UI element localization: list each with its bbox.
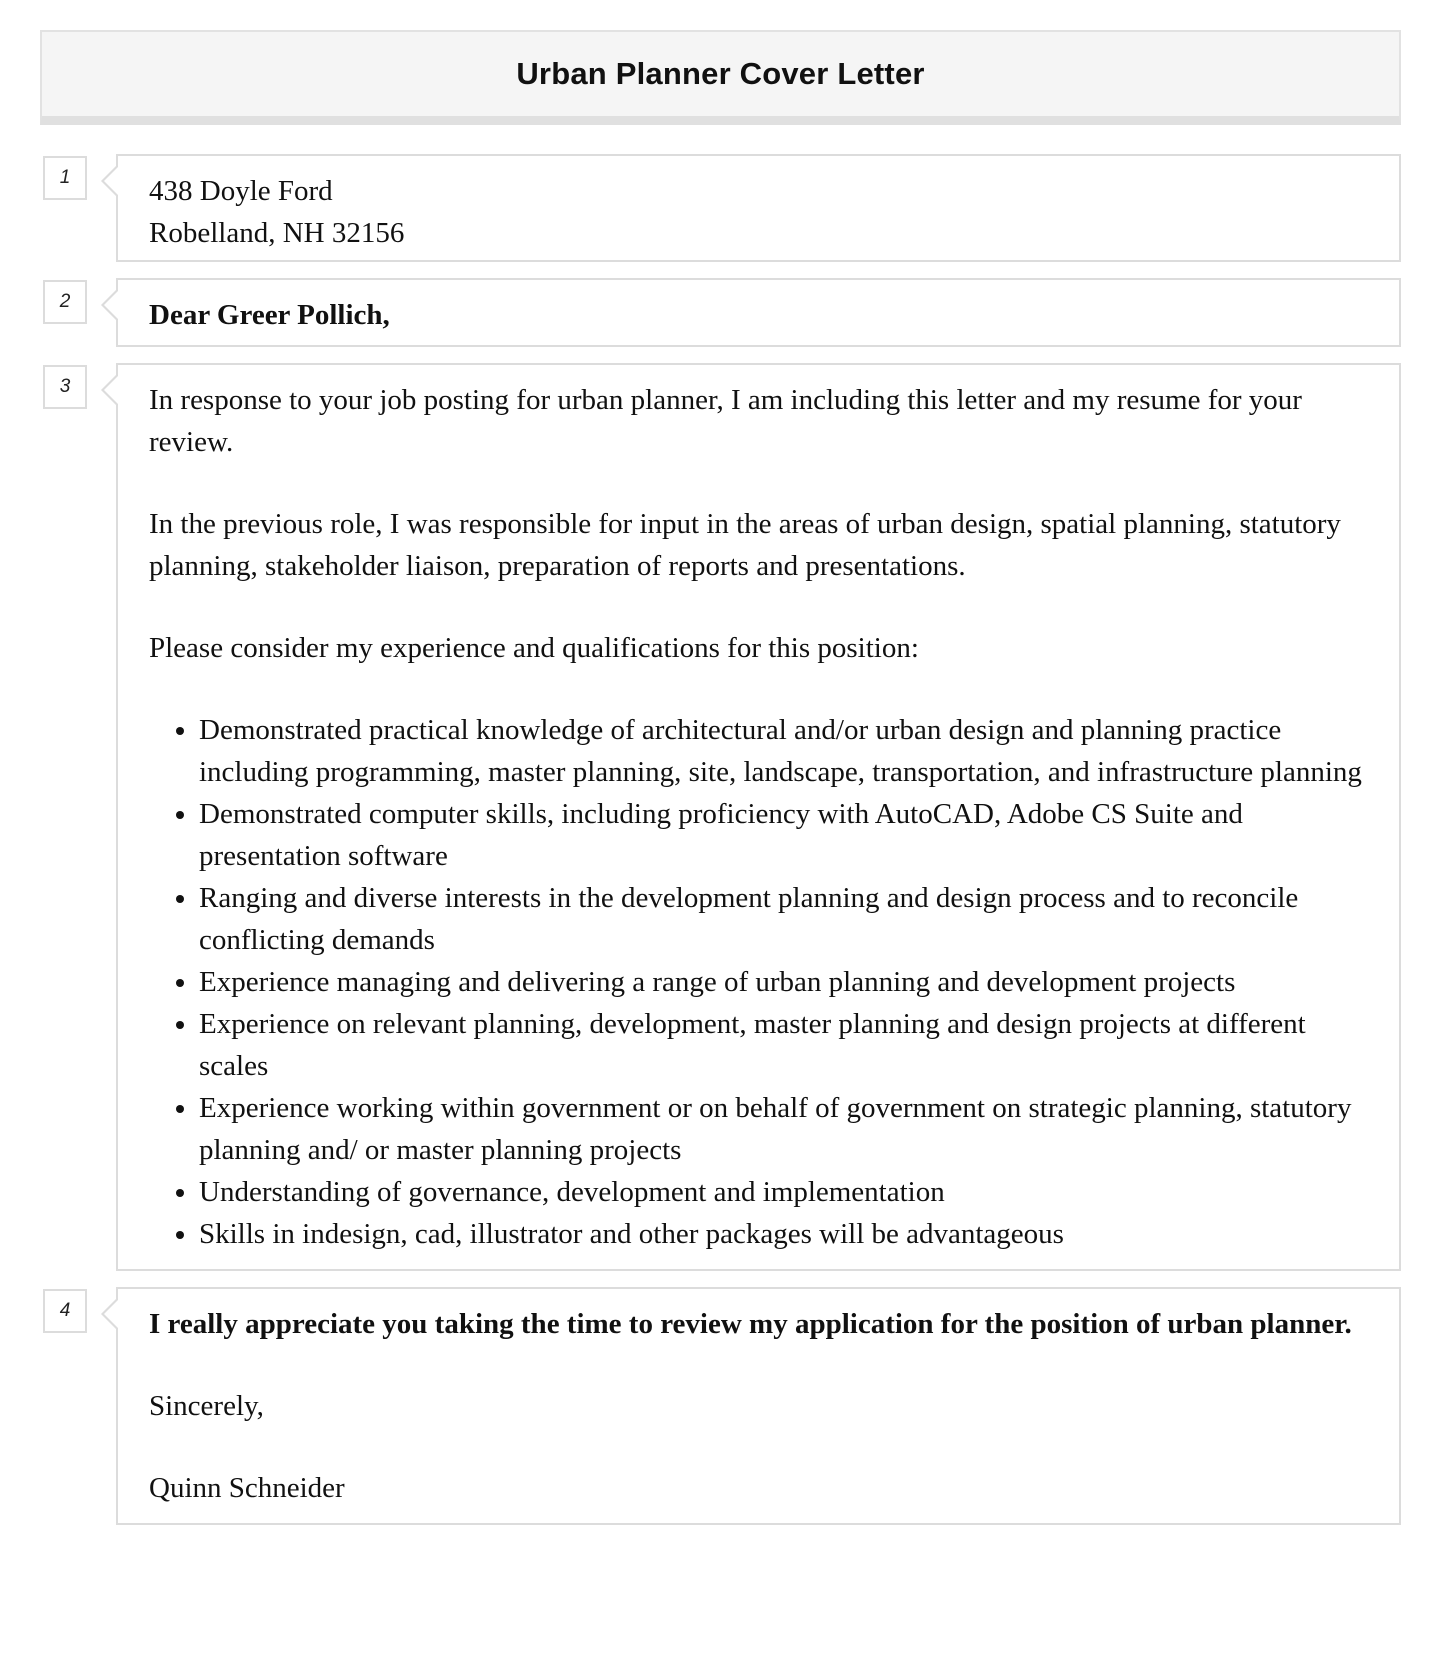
page-title: Urban Planner Cover Letter bbox=[516, 56, 925, 91]
greeting-card bbox=[116, 278, 1401, 347]
section-closing bbox=[40, 1287, 1401, 1525]
list-item: • Demonstrated computer skills, including proficiency with AutoCAD, Adobe CS Suite and presentation software bbox=[199, 793, 1368, 877]
section-number-badge: 4 bbox=[43, 1289, 87, 1333]
closing-card bbox=[116, 1287, 1401, 1525]
cover-letter-page bbox=[40, 30, 1401, 1525]
list-item: • Understanding of governance, development and implementation bbox=[199, 1171, 1368, 1213]
section-number-badge: 1 bbox=[43, 156, 87, 200]
closing-statement: I really appreciate you taking the time to review my application for the position of urban planner. bbox=[149, 1308, 1352, 1340]
address-line-1: 438 Doyle Ford bbox=[149, 175, 333, 207]
list-item: • Experience managing and delivering a range of urban planning and development projects bbox=[199, 961, 1368, 1003]
list-item: • Demonstrated practical knowledge of architectural and/or urban design and planning practice including programming, master planning, site, landscape, transportation, and infrastructure planning bbox=[199, 709, 1368, 793]
greeting: Dear Greer Pollich, bbox=[149, 299, 390, 331]
body-card bbox=[116, 363, 1401, 1271]
section-number-badge: 3 bbox=[43, 365, 87, 409]
list-item: • Experience working within government or on behalf of government on strategic planning, statutory planning and/ or master planning projects bbox=[199, 1087, 1368, 1171]
address-line-2: Robelland, NH 32156 bbox=[149, 217, 405, 249]
list-item: • Ranging and diverse interests in the development planning and design process and to reconcile conflicting demands bbox=[199, 877, 1368, 961]
signature-name: Quinn Schneider bbox=[149, 1472, 345, 1504]
qualifications-intro: Please consider my experience and qualifications for this position: bbox=[149, 632, 919, 664]
qualifications-list bbox=[149, 709, 1368, 1255]
section-body bbox=[40, 363, 1401, 1271]
signoff: Sincerely, bbox=[149, 1390, 264, 1422]
title-header bbox=[40, 30, 1401, 125]
address-card bbox=[116, 154, 1401, 262]
list-item: • Experience on relevant planning, development, master planning and design projects at different scales bbox=[199, 1003, 1368, 1087]
intro-paragraph: In response to your job posting for urban planner, I am including this letter and my resume for your review. bbox=[149, 384, 1302, 458]
section-address bbox=[40, 154, 1401, 262]
section-greeting bbox=[40, 278, 1401, 347]
experience-paragraph: In the previous role, I was responsible for input in the areas of urban design, spatial planning, statutory planning, stakeholder liaison, preparation of reports and presentations. bbox=[149, 508, 1341, 582]
list-item: • Skills in indesign, cad, illustrator and other packages will be advantageous bbox=[199, 1213, 1368, 1255]
section-number-badge: 2 bbox=[43, 280, 87, 324]
